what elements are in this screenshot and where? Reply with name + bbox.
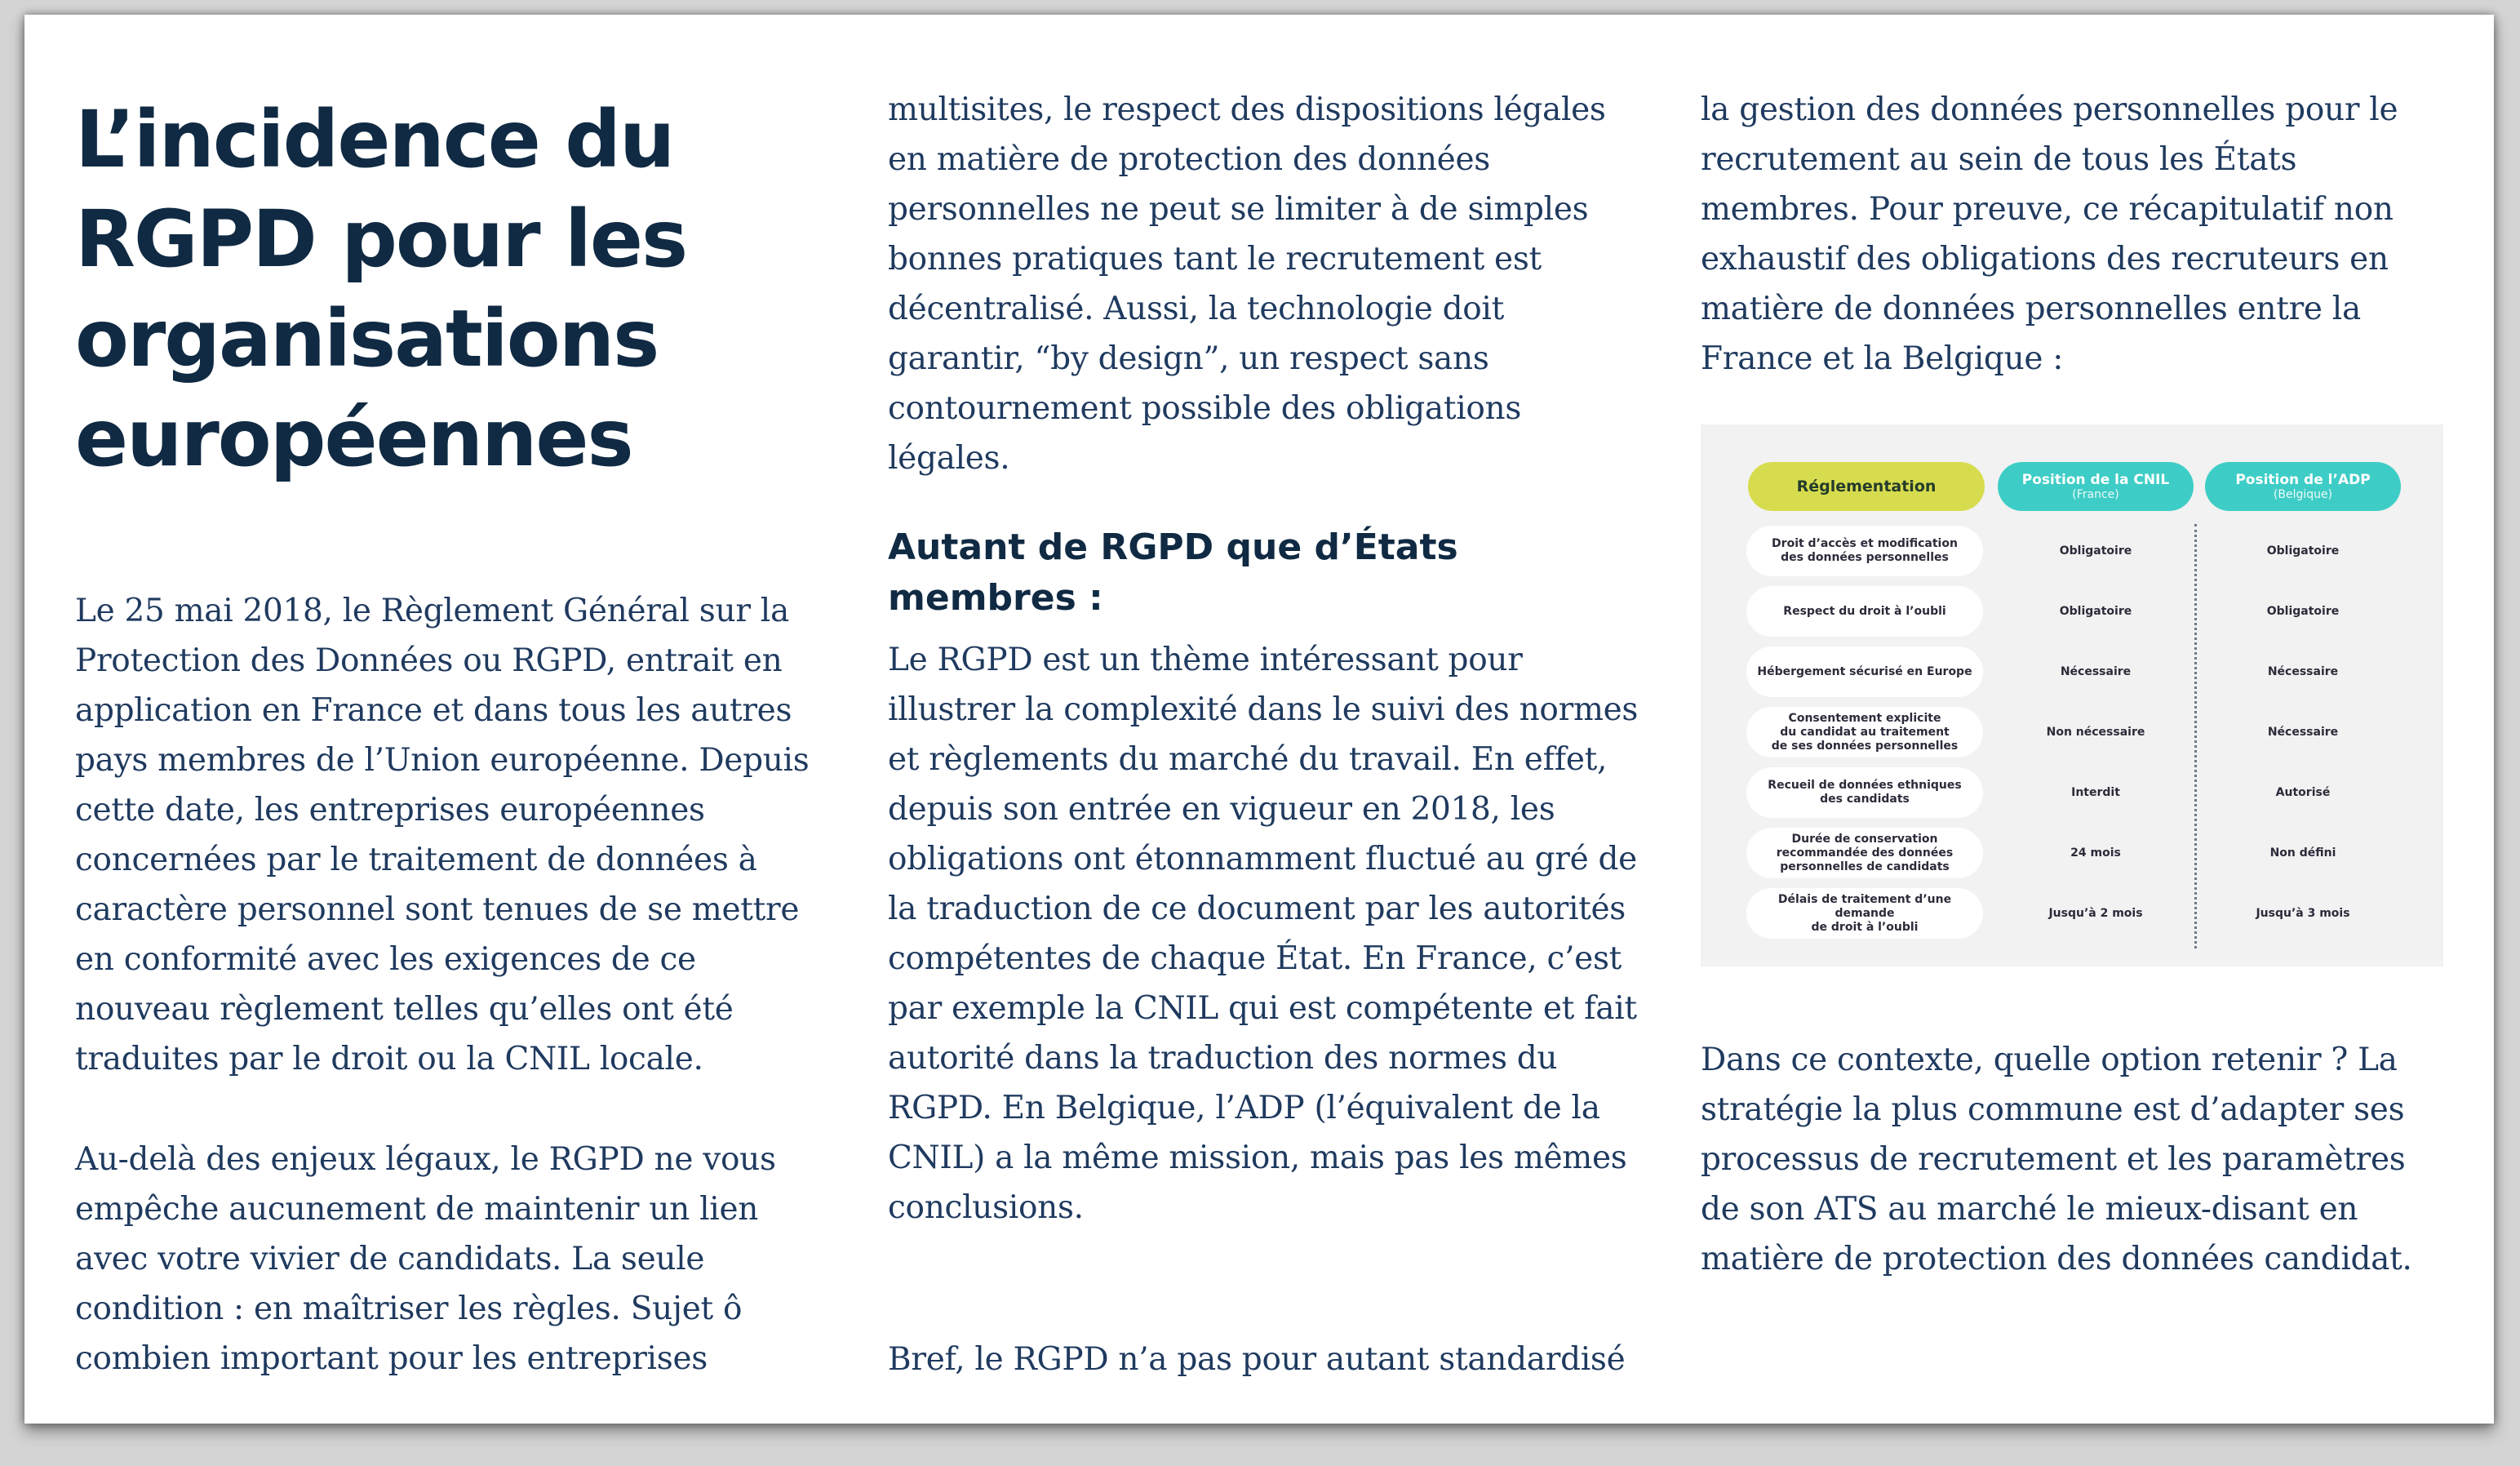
adp-value: Obligatoire <box>2266 605 2340 618</box>
column-middle <box>888 15 1663 1424</box>
adp-value: Obligatoire <box>2266 544 2340 558</box>
document-page <box>24 15 2494 1424</box>
paragraph-intro: Le 25 mai 2018, le Règlement Général sur la Protection des Données ou RGPD, entrait en application en France et dans tous les autres pays membres de l’Union européenne. Depuis cette date, les entreprises européennes concernées par le traitement de données à caractère personnel sont tenues de se mettre en conformité avec les exigences de ce nouveau règlement telles qu’elles ont été traduites par le droit ou la CNIL locale. <box>75 593 810 1077</box>
table-row <box>1701 646 2443 697</box>
table-row <box>1701 888 2443 939</box>
adp-value: Autorisé <box>2275 786 2331 799</box>
paragraph-gestion: la gestion des données personnelles pour le recrutement au sein de tous les États membres. Pour preuve, ce récapitulatif non exhaustif des obligations des recruteurs en matière de données personnelles entre la France et la Belgique : <box>1701 91 2398 377</box>
table-row <box>1701 828 2443 878</box>
adp-value: Non défini <box>2269 846 2336 860</box>
table-header-reglementation <box>1748 462 1985 511</box>
cnil-value: Obligatoire <box>2059 605 2132 618</box>
row-label: Consentement explicite du candidat au traitement de ses données personnelles <box>1746 707 1983 757</box>
paragraph-bref: Bref, le RGPD n’a pas pour autant standardisé <box>888 1341 1626 1378</box>
paragraph-conclusion: Dans ce contexte, quelle option retenir ? La stratégie la plus commune est d’adapter ses processus de recrutement et les paramètres de son ATS au marché le mieux-disant en matière de protection des données candidat. <box>1701 1042 2412 1277</box>
cnil-value: Jusqu’à 2 mois <box>2048 907 2143 920</box>
paragraph-rgpd-theme: Le RGPD est un thème intéressant pour illustrer la complexité dans le suivi des normes et règlements du marché du travail. En effet, depuis son entrée en vigueur en 2018, les obligations ont étonnamment fluctué au gré de la traduction de ce document par les autorités compétentes de chaque État. En France, c’est par exemple la CNIL qui est compétente et fait autorité dans la traduction des normes du RGPD. En Belgique, l’ADP (l’équivalent de la CNIL) a la même mission, mais pas les mêmes conclusions. <box>888 642 1639 1226</box>
header-label: Position de la CNIL <box>2021 472 2170 488</box>
row-label: Durée de conservation recommandée des données personnelles de candidats <box>1746 828 1983 878</box>
table-row <box>1701 767 2443 818</box>
header-label: Réglementation <box>1796 478 1937 495</box>
comparison-table <box>1701 424 2443 966</box>
cnil-value: 24 mois <box>2070 846 2121 860</box>
cnil-value: Non nécessaire <box>2046 726 2145 739</box>
table-header-cnil <box>1998 462 2194 511</box>
row-label: Droit d’accès et modification des données personnelles <box>1746 526 1983 576</box>
adp-value: Nécessaire <box>2267 726 2339 739</box>
header-sublabel: (France) <box>2072 488 2119 501</box>
row-label: Respect du droit à l’oubli <box>1746 586 1983 637</box>
column-left <box>75 15 834 1424</box>
column-right <box>1701 15 2460 1424</box>
row-label: Recueil de données ethniques des candidats <box>1746 767 1983 818</box>
table-row <box>1701 707 2443 757</box>
paragraph-beyond-legal: Au-delà des enjeux légaux, le RGPD ne vous empêche aucunement de maintenir un lien avec votre vivier de candidats. La seule condition : en maîtriser les règles. Sujet ô combien important pour les entreprises <box>75 1141 776 1377</box>
adp-value: Jusqu’à 3 mois <box>2256 907 2350 920</box>
row-label: Hébergement sécurisé en Europe <box>1746 646 1983 697</box>
cnil-value: Interdit <box>2071 786 2120 799</box>
table-row <box>1701 586 2443 637</box>
header-sublabel: (Belgique) <box>2273 488 2333 501</box>
header-label: Position de l’ADP <box>2235 472 2371 488</box>
table-row <box>1701 526 2443 576</box>
cnil-value: Obligatoire <box>2059 544 2132 558</box>
article-title: L’incidence du RGPD pour les organisations européennes <box>75 94 687 484</box>
cnil-value: Nécessaire <box>2060 665 2132 678</box>
section-subheading: Autant de RGPD que d’États membres : <box>888 526 1458 619</box>
paragraph-multisites: multisites, le respect des dispositions légales en matière de protection des données personnelles ne peut se limiter à de simples bonnes pratiques tant le recrutement est décentralisé. Aussi, la technologie doit garantir, “by design”, un respect sans contournement possible des obligations légales. <box>888 91 1606 477</box>
table-header-adp <box>2205 462 2401 511</box>
row-label: Délais de traitement d’une demande de droit à l’oubli <box>1746 888 1983 939</box>
adp-value: Nécessaire <box>2267 665 2339 678</box>
